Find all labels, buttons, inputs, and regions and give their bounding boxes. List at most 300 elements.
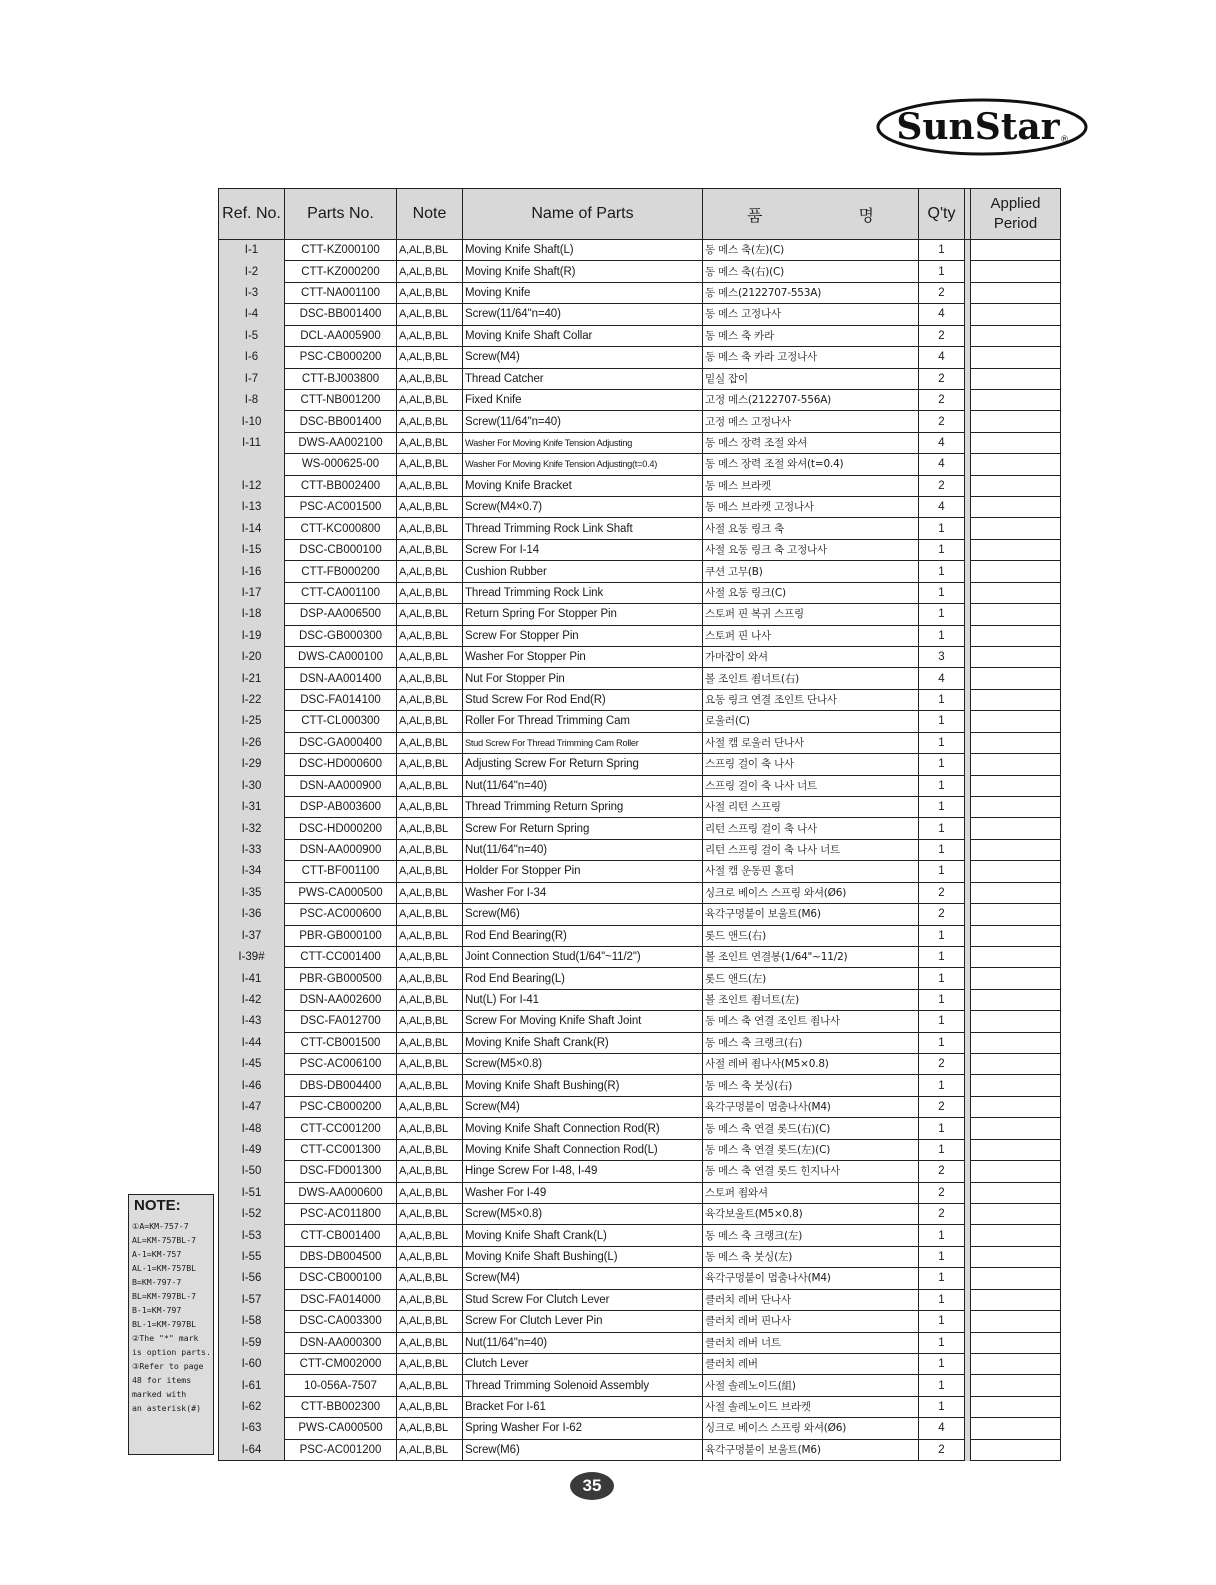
cell-name-of-parts: Moving Knife Shaft Bushing(R) [463,1075,703,1096]
cell-korean-name: 동 메스 장력 조절 와셔(t=0.4) [703,454,919,475]
cell-note: A,AL,B,BL [397,347,463,368]
cell-applied-period [971,240,1061,261]
cell-korean-name: 스프링 걸이 축 나사 너트 [703,775,919,796]
note-line: is option parts. [132,1347,211,1357]
table-row [219,861,1061,882]
cell-korean-name: 볼 조인트 연결봉(1/64"~11/2) [703,946,919,967]
cell-ref-no: I-62 [219,1396,285,1417]
note-line: marked with [132,1389,187,1399]
table-row [219,1161,1061,1182]
cell-name-of-parts: Thread Catcher [463,368,703,389]
header-parts-no: Parts No. [285,189,397,240]
table-row [219,968,1061,989]
cell-ref-no: I-14 [219,518,285,539]
cell-korean-name: 스프링 걸이 축 나사 [703,754,919,775]
cell-parts-no: PWS-CA000500 [285,882,397,903]
cell-name-of-parts: Screw(M4×0.7) [463,497,703,518]
cell-korean-name: 사절 요동 링크 축 [703,518,919,539]
cell-qty: 1 [919,1311,965,1332]
cell-note: A,AL,B,BL [397,1289,463,1310]
note-title: NOTE: [134,1197,181,1214]
cell-applied-period [971,989,1061,1010]
cell-qty: 1 [919,1011,965,1032]
cell-applied-period [971,1353,1061,1374]
cell-ref-no: I-13 [219,497,285,518]
cell-name-of-parts: Thread Trimming Rock Link [463,582,703,603]
cell-applied-period [971,261,1061,282]
table-row [219,775,1061,796]
cell-name-of-parts: Stud Screw For Thread Trimming Cam Roller [463,732,703,753]
cell-name-of-parts: Screw For I-14 [463,539,703,560]
note-line: BL-1=KM-797BL [132,1319,197,1329]
cell-qty: 1 [919,1396,965,1417]
cell-qty: 2 [919,882,965,903]
cell-qty: 2 [919,1203,965,1224]
header-applied-period [971,189,1061,240]
cell-parts-no: DSC-FA014000 [285,1289,397,1310]
cell-ref-no: I-11 [219,432,285,453]
cell-qty: 1 [919,946,965,967]
table-row [219,647,1061,668]
table-row [219,475,1061,496]
table-row [219,989,1061,1010]
cell-qty: 1 [919,561,965,582]
cell-note: A,AL,B,BL [397,304,463,325]
cell-name-of-parts: Moving Knife Shaft Connection Rod(L) [463,1139,703,1160]
table-row [219,582,1061,603]
svg-text:®: ® [1060,135,1069,145]
cell-note: A,AL,B,BL [397,1118,463,1139]
cell-parts-no: DSP-AB003600 [285,796,397,817]
cell-korean-name: 육각구멍붙이 멈춤나사(M4) [703,1268,919,1289]
cell-ref-no: I-30 [219,775,285,796]
cell-parts-no: CTT-CC001200 [285,1118,397,1139]
cell-applied-period [971,775,1061,796]
cell-applied-period [971,304,1061,325]
cell-applied-period [971,1011,1061,1032]
cell-applied-period [971,1332,1061,1353]
cell-korean-name: 육각보울트(M5×0.8) [703,1203,919,1224]
cell-qty: 4 [919,432,965,453]
cell-parts-no: PSC-CB000200 [285,1096,397,1117]
note-line: B=KM-797-7 [132,1277,182,1287]
cell-ref-no: I-26 [219,732,285,753]
cell-ref-no: I-48 [219,1118,285,1139]
cell-applied-period [971,625,1061,646]
cell-ref-no: I-22 [219,689,285,710]
cell-note: A,AL,B,BL [397,539,463,560]
cell-ref-no: I-47 [219,1096,285,1117]
cell-note: A,AL,B,BL [397,518,463,539]
cell-note: A,AL,B,BL [397,925,463,946]
cell-parts-no: 10-056A-7507 [285,1375,397,1396]
cell-parts-no: DWS-AA000600 [285,1182,397,1203]
cell-name-of-parts: Washer For Moving Knife Tension Adjusting [463,432,703,453]
cell-note: A,AL,B,BL [397,1139,463,1160]
cell-parts-no: DCL-AA005900 [285,325,397,346]
table-row [219,882,1061,903]
cell-ref-no: I-46 [219,1075,285,1096]
cell-name-of-parts: Nut(L) For I-41 [463,989,703,1010]
table-row [219,711,1061,732]
cell-note: A,AL,B,BL [397,1246,463,1267]
cell-parts-no: CTT-NB001200 [285,389,397,410]
cell-parts-no: DSC-HD000600 [285,754,397,775]
note-line: B-1=KM-797 [132,1305,182,1315]
cell-ref-no: I-10 [219,411,285,432]
table-row [219,625,1061,646]
cell-note: A,AL,B,BL [397,882,463,903]
cell-note: A,AL,B,BL [397,1161,463,1182]
cell-korean-name: 육각구멍붙이 보울트(M6) [703,904,919,925]
cell-korean-name: 리턴 스프링 걸이 축 나사 [703,818,919,839]
cell-name-of-parts: Moving Knife Shaft Connection Rod(R) [463,1118,703,1139]
cell-korean-name: 클러치 레버 단나사 [703,1289,919,1310]
cell-korean-name: 동 메스(2122707-553A) [703,282,919,303]
cell-parts-no: CTT-CC001400 [285,946,397,967]
cell-applied-period [971,454,1061,475]
cell-ref-no: I-19 [219,625,285,646]
cell-korean-name: 사절 요동 링크 축 고정나사 [703,539,919,560]
cell-parts-no: DBS-DB004400 [285,1075,397,1096]
cell-parts-no: PSC-AC001200 [285,1439,397,1460]
cell-note: A,AL,B,BL [397,689,463,710]
note-box [128,1194,214,1455]
cell-applied-period [971,1418,1061,1439]
cell-parts-no: DSC-GB000300 [285,625,397,646]
cell-korean-name: 가마잡이 와셔 [703,647,919,668]
cell-korean-name: 동 메스 축 연결 롯드 힌지나사 [703,1161,919,1182]
header-ref-no: Ref. No. [219,189,285,240]
table-row [219,668,1061,689]
cell-ref-no: I-17 [219,582,285,603]
cell-name-of-parts: Fixed Knife [463,389,703,410]
cell-korean-name: 쿠션 고무(B) [703,561,919,582]
cell-qty: 1 [919,1246,965,1267]
cell-parts-no: WS-000625-00 [285,454,397,475]
cell-qty: 2 [919,1054,965,1075]
cell-name-of-parts: Washer For Stopper Pin [463,647,703,668]
table-row [219,732,1061,753]
cell-korean-name: 동 메스 브라켓 고정나사 [703,497,919,518]
cell-korean-name: 동 메스 축 크랭크(右) [703,1032,919,1053]
table-row [219,1311,1061,1332]
cell-ref-no: I-3 [219,282,285,303]
cell-applied-period [971,1225,1061,1246]
cell-name-of-parts: Moving Knife Shaft Crank(L) [463,1225,703,1246]
table-row [219,1096,1061,1117]
cell-qty: 1 [919,689,965,710]
cell-parts-no: DSC-FA012700 [285,1011,397,1032]
cell-parts-no: CTT-CM002000 [285,1353,397,1374]
table-row [219,904,1061,925]
cell-parts-no: CTT-CA001100 [285,582,397,603]
cell-note: A,AL,B,BL [397,711,463,732]
cell-parts-no: DSP-AA006500 [285,604,397,625]
cell-applied-period [971,604,1061,625]
cell-note: A,AL,B,BL [397,582,463,603]
cell-ref-no: I-8 [219,389,285,410]
table-row [219,1203,1061,1224]
cell-ref-no: I-44 [219,1032,285,1053]
cell-parts-no: CTT-CL000300 [285,711,397,732]
cell-korean-name: 싱크로 베이스 스프링 와셔(Ø6) [703,882,919,903]
cell-ref-no: I-42 [219,989,285,1010]
cell-note: A,AL,B,BL [397,1268,463,1289]
cell-note: A,AL,B,BL [397,796,463,817]
cell-name-of-parts: Nut(11/64"n=40) [463,1332,703,1353]
cell-applied-period [971,647,1061,668]
cell-parts-no: CTT-BB002400 [285,475,397,496]
cell-ref-no: I-12 [219,475,285,496]
cell-parts-no: PBR-GB000500 [285,968,397,989]
cell-korean-name: 밑실 잡이 [703,368,919,389]
svg-text:SunStar: SunStar [896,106,1060,148]
cell-applied-period [971,325,1061,346]
cell-qty: 2 [919,1439,965,1460]
cell-qty: 1 [919,240,965,261]
table-row [219,604,1061,625]
cell-ref-no: I-64 [219,1439,285,1460]
cell-applied-period [971,282,1061,303]
cell-ref-no: I-25 [219,711,285,732]
cell-ref-no: I-2 [219,261,285,282]
cell-korean-name: 볼 조인트 죔너트(左) [703,989,919,1010]
cell-qty: 2 [919,411,965,432]
table-row [219,539,1061,560]
cell-applied-period [971,1396,1061,1417]
note-line: ③Refer to page [132,1361,204,1371]
cell-name-of-parts: Thread Trimming Return Spring [463,796,703,817]
cell-parts-no: DSC-FA014100 [285,689,397,710]
cell-korean-name: 고정 메스(2122707-556A) [703,389,919,410]
cell-ref-no: I-45 [219,1054,285,1075]
cell-name-of-parts: Screw(M4) [463,347,703,368]
table-row [219,389,1061,410]
sunstar-logo-graphic [874,96,1090,158]
cell-parts-no: DSC-CB000100 [285,1268,397,1289]
cell-qty: 2 [919,1161,965,1182]
cell-note: A,AL,B,BL [397,261,463,282]
cell-name-of-parts: Washer For I-49 [463,1182,703,1203]
cell-korean-name: 동 메스 고정나사 [703,304,919,325]
cell-ref-no: I-49 [219,1139,285,1160]
cell-qty: 2 [919,368,965,389]
cell-ref-no: I-50 [219,1161,285,1182]
cell-applied-period [971,861,1061,882]
cell-name-of-parts: Stud Screw For Rod End(R) [463,689,703,710]
cell-name-of-parts: Moving Knife Shaft Crank(R) [463,1032,703,1053]
cell-korean-name: 롯드 앤드(左) [703,968,919,989]
table-row [219,1139,1061,1160]
cell-note: A,AL,B,BL [397,389,463,410]
cell-parts-no: CTT-CB001400 [285,1225,397,1246]
cell-parts-no: CTT-BB002300 [285,1396,397,1417]
cell-applied-period [971,1096,1061,1117]
cell-korean-name: 동 메스 축(左)(C) [703,240,919,261]
cell-parts-no: CTT-KC000800 [285,518,397,539]
cell-qty: 1 [919,989,965,1010]
cell-applied-period [971,1118,1061,1139]
cell-qty: 1 [919,1268,965,1289]
cell-applied-period [971,1439,1061,1460]
cell-qty: 1 [919,968,965,989]
cell-applied-period [971,904,1061,925]
cell-name-of-parts: Bracket For I-61 [463,1396,703,1417]
page-number: 35 [570,1472,614,1500]
cell-ref-no: I-35 [219,882,285,903]
cell-note: A,AL,B,BL [397,668,463,689]
cell-ref-no: I-33 [219,839,285,860]
cell-applied-period [971,1032,1061,1053]
cell-qty: 1 [919,732,965,753]
cell-applied-period [971,582,1061,603]
cell-parts-no: DWS-CA000100 [285,647,397,668]
cell-applied-period [971,946,1061,967]
cell-ref-no: I-4 [219,304,285,325]
cell-korean-name: 요동 링크 연결 조인트 단나사 [703,689,919,710]
cell-note: A,AL,B,BL [397,754,463,775]
cell-qty: 2 [919,904,965,925]
cell-name-of-parts: Screw(M6) [463,904,703,925]
cell-applied-period [971,368,1061,389]
cell-applied-period [971,1311,1061,1332]
cell-name-of-parts: Moving Knife Shaft Bushing(L) [463,1246,703,1267]
cell-note: A,AL,B,BL [397,1096,463,1117]
cell-note: A,AL,B,BL [397,1375,463,1396]
cell-note: A,AL,B,BL [397,282,463,303]
cell-name-of-parts: Screw(M6) [463,1439,703,1460]
cell-korean-name: 사절 요동 링크(C) [703,582,919,603]
table-row [219,1418,1061,1439]
cell-applied-period [971,389,1061,410]
cell-qty: 1 [919,818,965,839]
cell-name-of-parts: Screw(11/64"n=40) [463,411,703,432]
cell-parts-no: DSC-GA000400 [285,732,397,753]
table-row [219,1118,1061,1139]
cell-note: A,AL,B,BL [397,647,463,668]
table-row [219,1032,1061,1053]
table-row [219,1353,1061,1374]
cell-applied-period [971,411,1061,432]
cell-parts-no: DSC-CA003300 [285,1311,397,1332]
table-row [219,1268,1061,1289]
table-row [219,497,1061,518]
cell-ref-no: I-59 [219,1332,285,1353]
cell-note: A,AL,B,BL [397,1332,463,1353]
table-row [219,689,1061,710]
cell-qty: 1 [919,796,965,817]
cell-name-of-parts: Moving Knife Shaft(R) [463,261,703,282]
cell-parts-no: CTT-KZ000200 [285,261,397,282]
cell-qty: 1 [919,518,965,539]
cell-applied-period [971,711,1061,732]
cell-name-of-parts: Screw(M5×0.8) [463,1054,703,1075]
note-lines [132,1219,210,1415]
cell-qty: 2 [919,1096,965,1117]
table-row [219,1182,1061,1203]
cell-qty: 1 [919,582,965,603]
note-line: ①A=KM-757-7 [132,1221,189,1231]
cell-applied-period [971,1182,1061,1203]
cell-qty: 1 [919,1332,965,1353]
cell-name-of-parts: Rod End Bearing(R) [463,925,703,946]
cell-name-of-parts: Moving Knife Bracket [463,475,703,496]
cell-note: A,AL,B,BL [397,454,463,475]
cell-name-of-parts: Nut For Stopper Pin [463,668,703,689]
cell-korean-name: 육각구멍붙이 멈춤나사(M4) [703,1096,919,1117]
cell-note: A,AL,B,BL [397,411,463,432]
table-row [219,1396,1061,1417]
cell-applied-period [971,1203,1061,1224]
table-row [219,1075,1061,1096]
table-row [219,454,1061,475]
cell-ref-no: I-31 [219,796,285,817]
cell-name-of-parts: Nut(11/64"n=40) [463,839,703,860]
cell-korean-name: 동 메스 축(右)(C) [703,261,919,282]
cell-korean-name: 사절 캠 운동핀 홀더 [703,861,919,882]
cell-ref-no: I-43 [219,1011,285,1032]
cell-qty: 4 [919,347,965,368]
cell-korean-name: 동 메스 브라켓 [703,475,919,496]
cell-korean-name: 로울러(C) [703,711,919,732]
cell-korean-name: 동 메스 장력 조절 와셔 [703,432,919,453]
cell-ref-no: I-36 [219,904,285,925]
cell-ref-no: I-60 [219,1353,285,1374]
cell-korean-name: 사절 솔레노이드 브라켓 [703,1396,919,1417]
cell-note: A,AL,B,BL [397,1439,463,1460]
cell-note: A,AL,B,BL [397,1011,463,1032]
cell-korean-name: 사절 리턴 스프링 [703,796,919,817]
header-note: Note [397,189,463,240]
cell-qty: 1 [919,539,965,560]
cell-ref-no: I-32 [219,818,285,839]
table-row [219,754,1061,775]
cell-parts-no: PSC-AC001500 [285,497,397,518]
cell-note: A,AL,B,BL [397,1182,463,1203]
cell-name-of-parts: Cushion Rubber [463,561,703,582]
cell-note: A,AL,B,BL [397,325,463,346]
table-row [219,1439,1061,1460]
cell-parts-no: CTT-CB001500 [285,1032,397,1053]
cell-applied-period [971,561,1061,582]
cell-korean-name: 동 메스 축 연결 롯드(左)(C) [703,1139,919,1160]
cell-applied-period [971,1054,1061,1075]
cell-ref-no: I-55 [219,1246,285,1267]
cell-qty: 2 [919,282,965,303]
sunstar-logo [874,96,1090,158]
table-row [219,1289,1061,1310]
cell-applied-period [971,497,1061,518]
cell-ref-no: I-7 [219,368,285,389]
note-line: A-1=KM-757 [132,1249,182,1259]
cell-name-of-parts: Moving Knife Shaft Collar [463,325,703,346]
cell-parts-no: CTT-NA001100 [285,282,397,303]
cell-qty: 1 [919,261,965,282]
table-row [219,925,1061,946]
cell-note: A,AL,B,BL [397,1032,463,1053]
cell-applied-period [971,432,1061,453]
cell-parts-no: DBS-DB004500 [285,1246,397,1267]
cell-applied-period [971,1139,1061,1160]
cell-name-of-parts: Washer For Moving Knife Tension Adjusting(t=0.4) [463,454,703,475]
cell-ref-no: I-29 [219,754,285,775]
cell-note: A,AL,B,BL [397,561,463,582]
cell-qty: 2 [919,389,965,410]
cell-ref-no: I-18 [219,604,285,625]
cell-applied-period [971,839,1061,860]
cell-parts-no: DSC-FD001300 [285,1161,397,1182]
